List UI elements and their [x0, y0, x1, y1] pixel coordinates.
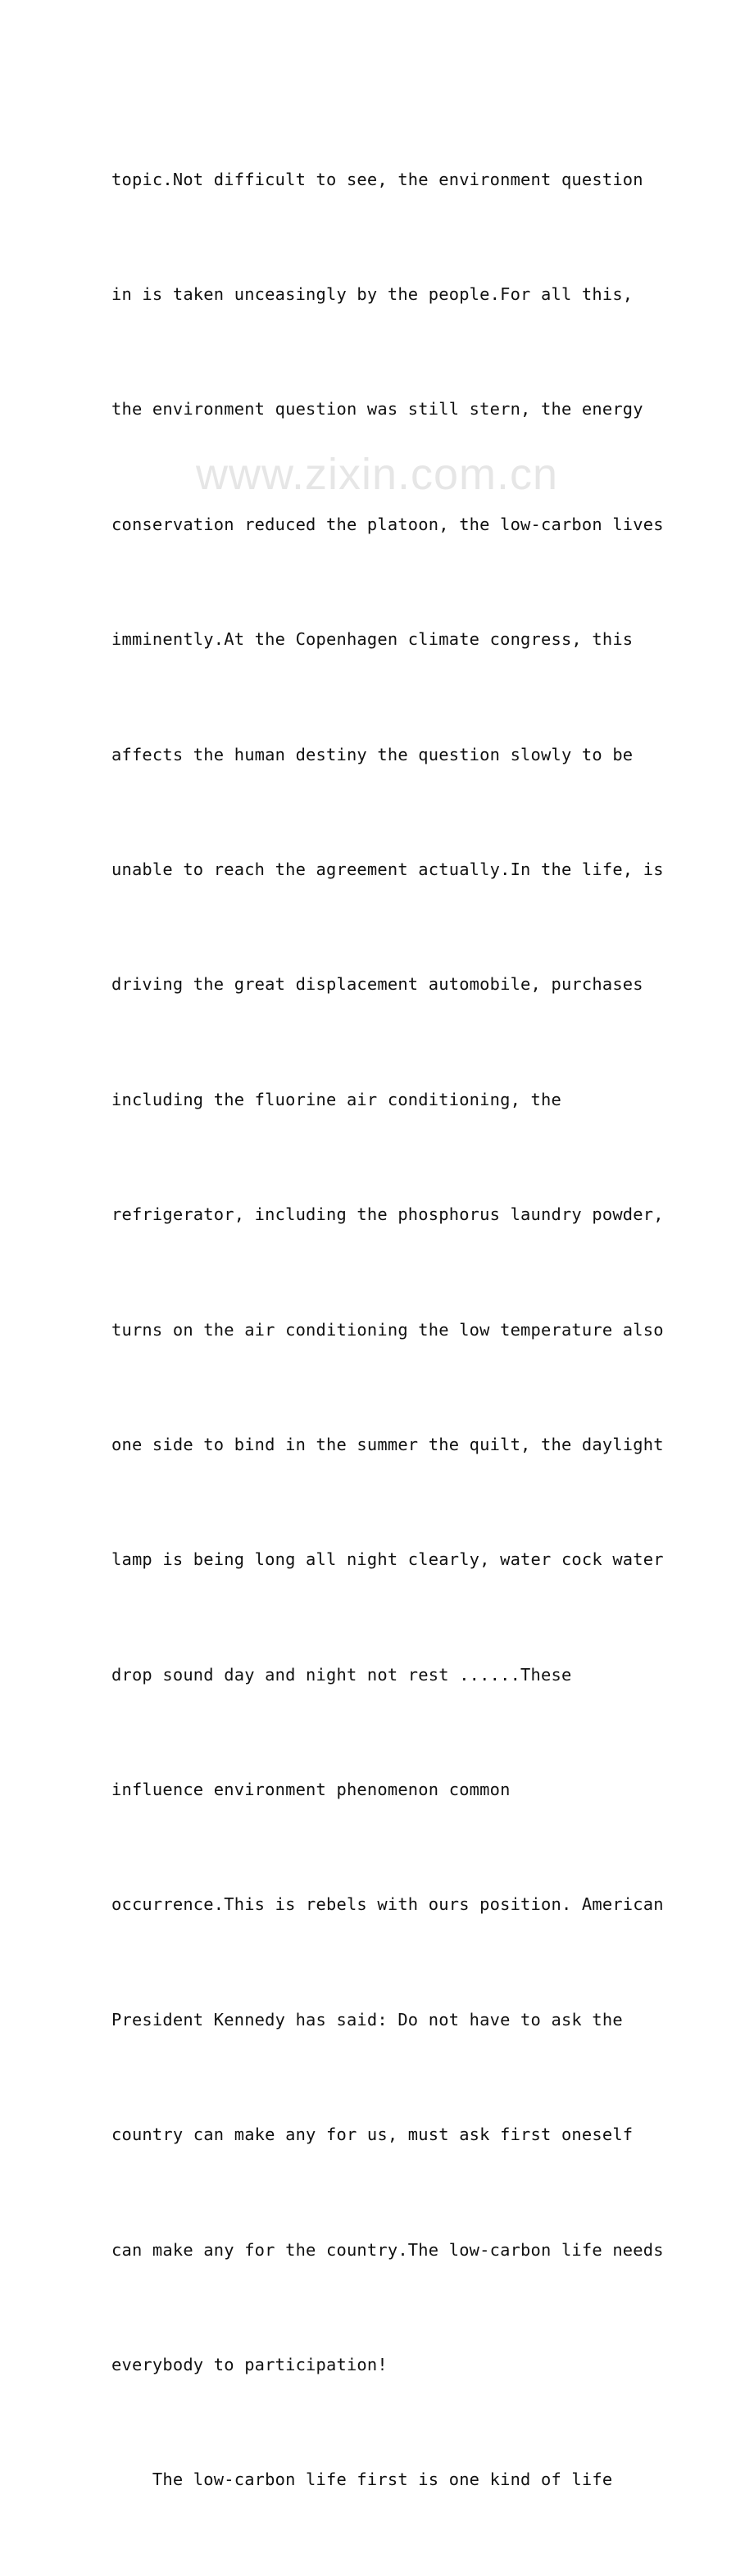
text-line: unable to reach the agreement actually.In the life, is — [111, 859, 664, 879]
text-line: in is taken unceasingly by the people.For all this, — [111, 283, 634, 304]
text-line: affects the human destiny the question slowly to be — [111, 744, 634, 764]
text-line: influence environment phenomenon common — [111, 1780, 511, 1800]
text-line: conservation reduced the platoon, the low-carbon lives — [111, 514, 664, 534]
text-line: drop sound day and night not rest ......These — [111, 1664, 572, 1685]
text-line: refrigerator, including the phosphorus laundry powder, — [111, 1204, 664, 1225]
body-text — [111, 84, 664, 2576]
watermark-text: www.zixin.com.cn — [195, 450, 559, 499]
text-line: turns on the air conditioning the low temperature also — [111, 1319, 664, 1340]
text-line: lamp is being long all night clearly, water cock water — [111, 1549, 664, 1570]
text-line: occurrence.This is rebels with ours position. American — [111, 1894, 664, 1915]
text-line: country can make any for us, must ask first oneself — [111, 2125, 634, 2145]
text-line: including the fluorine air conditioning, the — [111, 1089, 561, 1109]
paragraph-start-line: The low-carbon life first is one kind of life — [111, 2469, 613, 2490]
text-line: can make any for the country.The low-carbon life needs — [111, 2239, 664, 2260]
text-line: the environment question was still stern, the energy — [111, 399, 643, 420]
text-line: topic.Not difficult to see, the environment question — [111, 169, 643, 189]
text-line: President Kennedy has said: Do not have to ask the — [111, 2009, 623, 2030]
text-line: everybody to participation! — [111, 2355, 388, 2375]
text-line: one side to bind in the summer the quilt, the daylight — [111, 1434, 664, 1454]
text-line: driving the great displacement automobile, purchases — [111, 974, 643, 995]
text-line: imminently.At the Copenhagen climate congress, this — [111, 629, 634, 650]
